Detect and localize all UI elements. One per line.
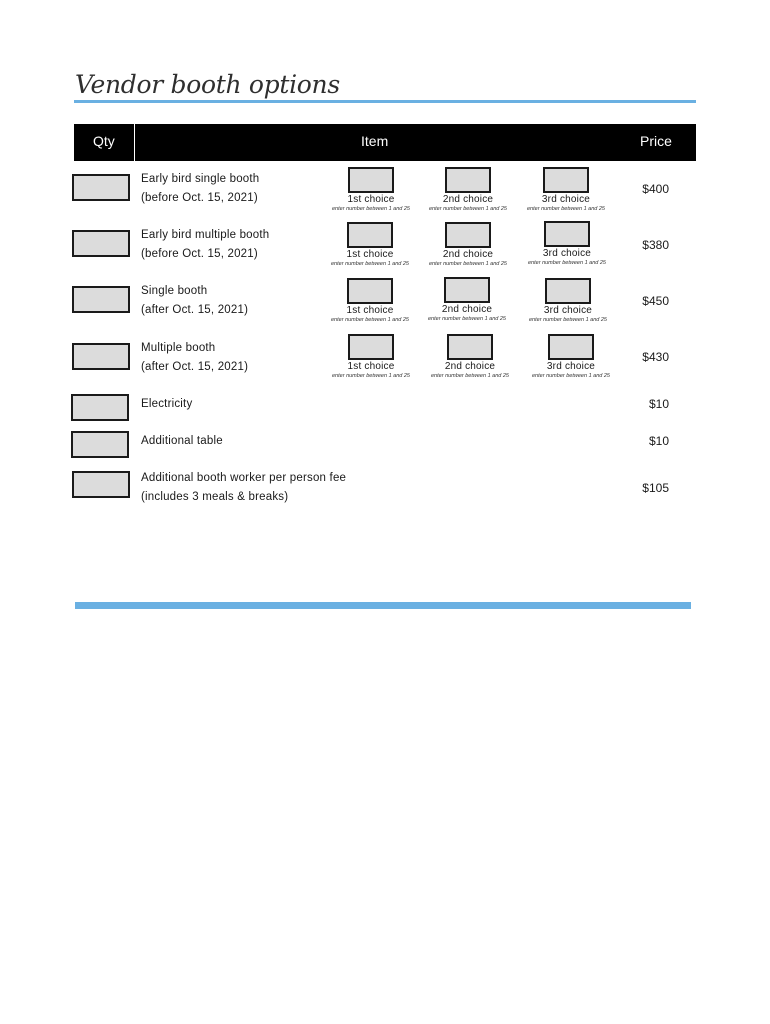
choice-input[interactable]: [348, 334, 394, 360]
choice-label: 1st choice: [346, 305, 394, 316]
choice-2-early-bird-multiple: [423, 222, 513, 267]
choice-label: 1st choice: [346, 249, 394, 260]
item-early-bird-multiple: [141, 226, 269, 264]
item-additional-worker: [141, 469, 346, 507]
choice-label: 2nd choice: [444, 361, 496, 372]
choice-label: 3rd choice: [546, 361, 596, 372]
price-multiple-booth: $430: [642, 350, 669, 364]
choice-input[interactable]: [544, 221, 590, 247]
choice-label: 2nd choice: [442, 249, 494, 260]
item-additional-table: [141, 432, 223, 451]
item-name: Multiple booth: [141, 342, 216, 354]
choice-input[interactable]: [348, 167, 394, 193]
choice-hint: enter number between 1 and 25: [331, 317, 409, 323]
choice-3-single-booth: [523, 278, 613, 323]
price-early-bird-multiple: $380: [642, 238, 669, 252]
item-multiple-booth: [141, 339, 248, 377]
choice-hint: enter number between 1 and 25: [331, 261, 409, 267]
item-note: (includes 3 meals & breaks): [141, 491, 289, 503]
choice-hint: enter number between 1 and 25: [332, 206, 410, 212]
choice-input[interactable]: [545, 278, 591, 304]
item-note: (after Oct. 15, 2021): [141, 304, 249, 316]
choice-label: 3rd choice: [542, 248, 592, 259]
bottom-rule: [75, 602, 691, 609]
choice-input[interactable]: [347, 222, 393, 248]
price-single-booth: $450: [642, 294, 669, 308]
item-name: Electricity: [141, 398, 193, 410]
qty-input-additional-worker[interactable]: [72, 471, 130, 498]
choice-label: 3rd choice: [541, 194, 591, 205]
choice-label: 1st choice: [347, 361, 395, 372]
choice-1-early-bird-multiple: [325, 222, 415, 267]
choice-hint: enter number between 1 and 25: [332, 373, 410, 379]
item-name: Additional table: [141, 435, 223, 447]
choice-label: 3rd choice: [543, 305, 593, 316]
choice-1-single-booth: [325, 278, 415, 323]
item-electricity: [141, 395, 192, 414]
choice-hint: enter number between 1 and 25: [529, 317, 607, 323]
page-title: Vendor booth options: [75, 70, 340, 99]
item-early-bird-single: [141, 170, 259, 208]
choice-hint: enter number between 1 and 25: [528, 260, 606, 266]
title-underline: [74, 100, 696, 103]
qty-input-early-bird-single[interactable]: [72, 174, 130, 201]
qty-input-single-booth[interactable]: [72, 286, 130, 313]
choice-label: 2nd choice: [442, 194, 494, 205]
price-additional-table: $10: [648, 434, 669, 448]
choice-input[interactable]: [347, 278, 393, 304]
choice-2-multiple-booth: [425, 334, 515, 379]
choice-3-early-bird-multiple: [522, 221, 612, 266]
choice-hint: enter number between 1 and 25: [429, 206, 507, 212]
header-price: Price: [640, 133, 672, 149]
header-qty: Qty: [93, 133, 115, 149]
header-divider: [134, 124, 135, 161]
item-name: Single booth: [141, 285, 208, 297]
item-name: Early bird multiple booth: [141, 229, 270, 241]
choice-input[interactable]: [548, 334, 594, 360]
choice-hint: enter number between 1 and 25: [527, 206, 605, 212]
choice-hint: enter number between 1 and 25: [431, 373, 509, 379]
choice-input[interactable]: [543, 167, 589, 193]
choice-1-early-bird-single: [326, 167, 416, 212]
qty-input-multiple-booth[interactable]: [72, 343, 130, 370]
choice-3-early-bird-single: [521, 167, 611, 212]
header-item: Item: [361, 133, 389, 149]
item-name: Additional booth worker per person fee: [141, 472, 347, 484]
item-note: (after Oct. 15, 2021): [141, 361, 249, 373]
choice-label: 1st choice: [347, 194, 395, 205]
item-name: Early bird single booth: [141, 173, 260, 185]
choice-hint: enter number between 1 and 25: [428, 316, 506, 322]
choice-input[interactable]: [444, 277, 490, 303]
item-note: (before Oct. 15, 2021): [141, 192, 258, 204]
item-note: (before Oct. 15, 2021): [141, 248, 258, 260]
qty-input-early-bird-multiple[interactable]: [72, 230, 130, 257]
item-single-booth: [141, 282, 248, 320]
choice-input[interactable]: [447, 334, 493, 360]
choice-hint: enter number between 1 and 25: [532, 373, 610, 379]
qty-input-electricity[interactable]: [71, 394, 129, 421]
choice-input[interactable]: [445, 167, 491, 193]
choice-3-multiple-booth: [526, 334, 616, 379]
choice-label: 2nd choice: [441, 304, 493, 315]
price-electricity: $10: [648, 397, 669, 411]
qty-input-additional-table[interactable]: [71, 431, 129, 458]
table-header: [74, 124, 696, 161]
choice-input[interactable]: [445, 222, 491, 248]
choice-2-early-bird-single: [423, 167, 513, 212]
price-additional-worker: $105: [642, 481, 669, 495]
choice-hint: enter number between 1 and 25: [429, 261, 507, 267]
choice-2-single-booth: [422, 277, 512, 322]
price-early-bird-single: $400: [642, 182, 669, 196]
choice-1-multiple-booth: [326, 334, 416, 379]
